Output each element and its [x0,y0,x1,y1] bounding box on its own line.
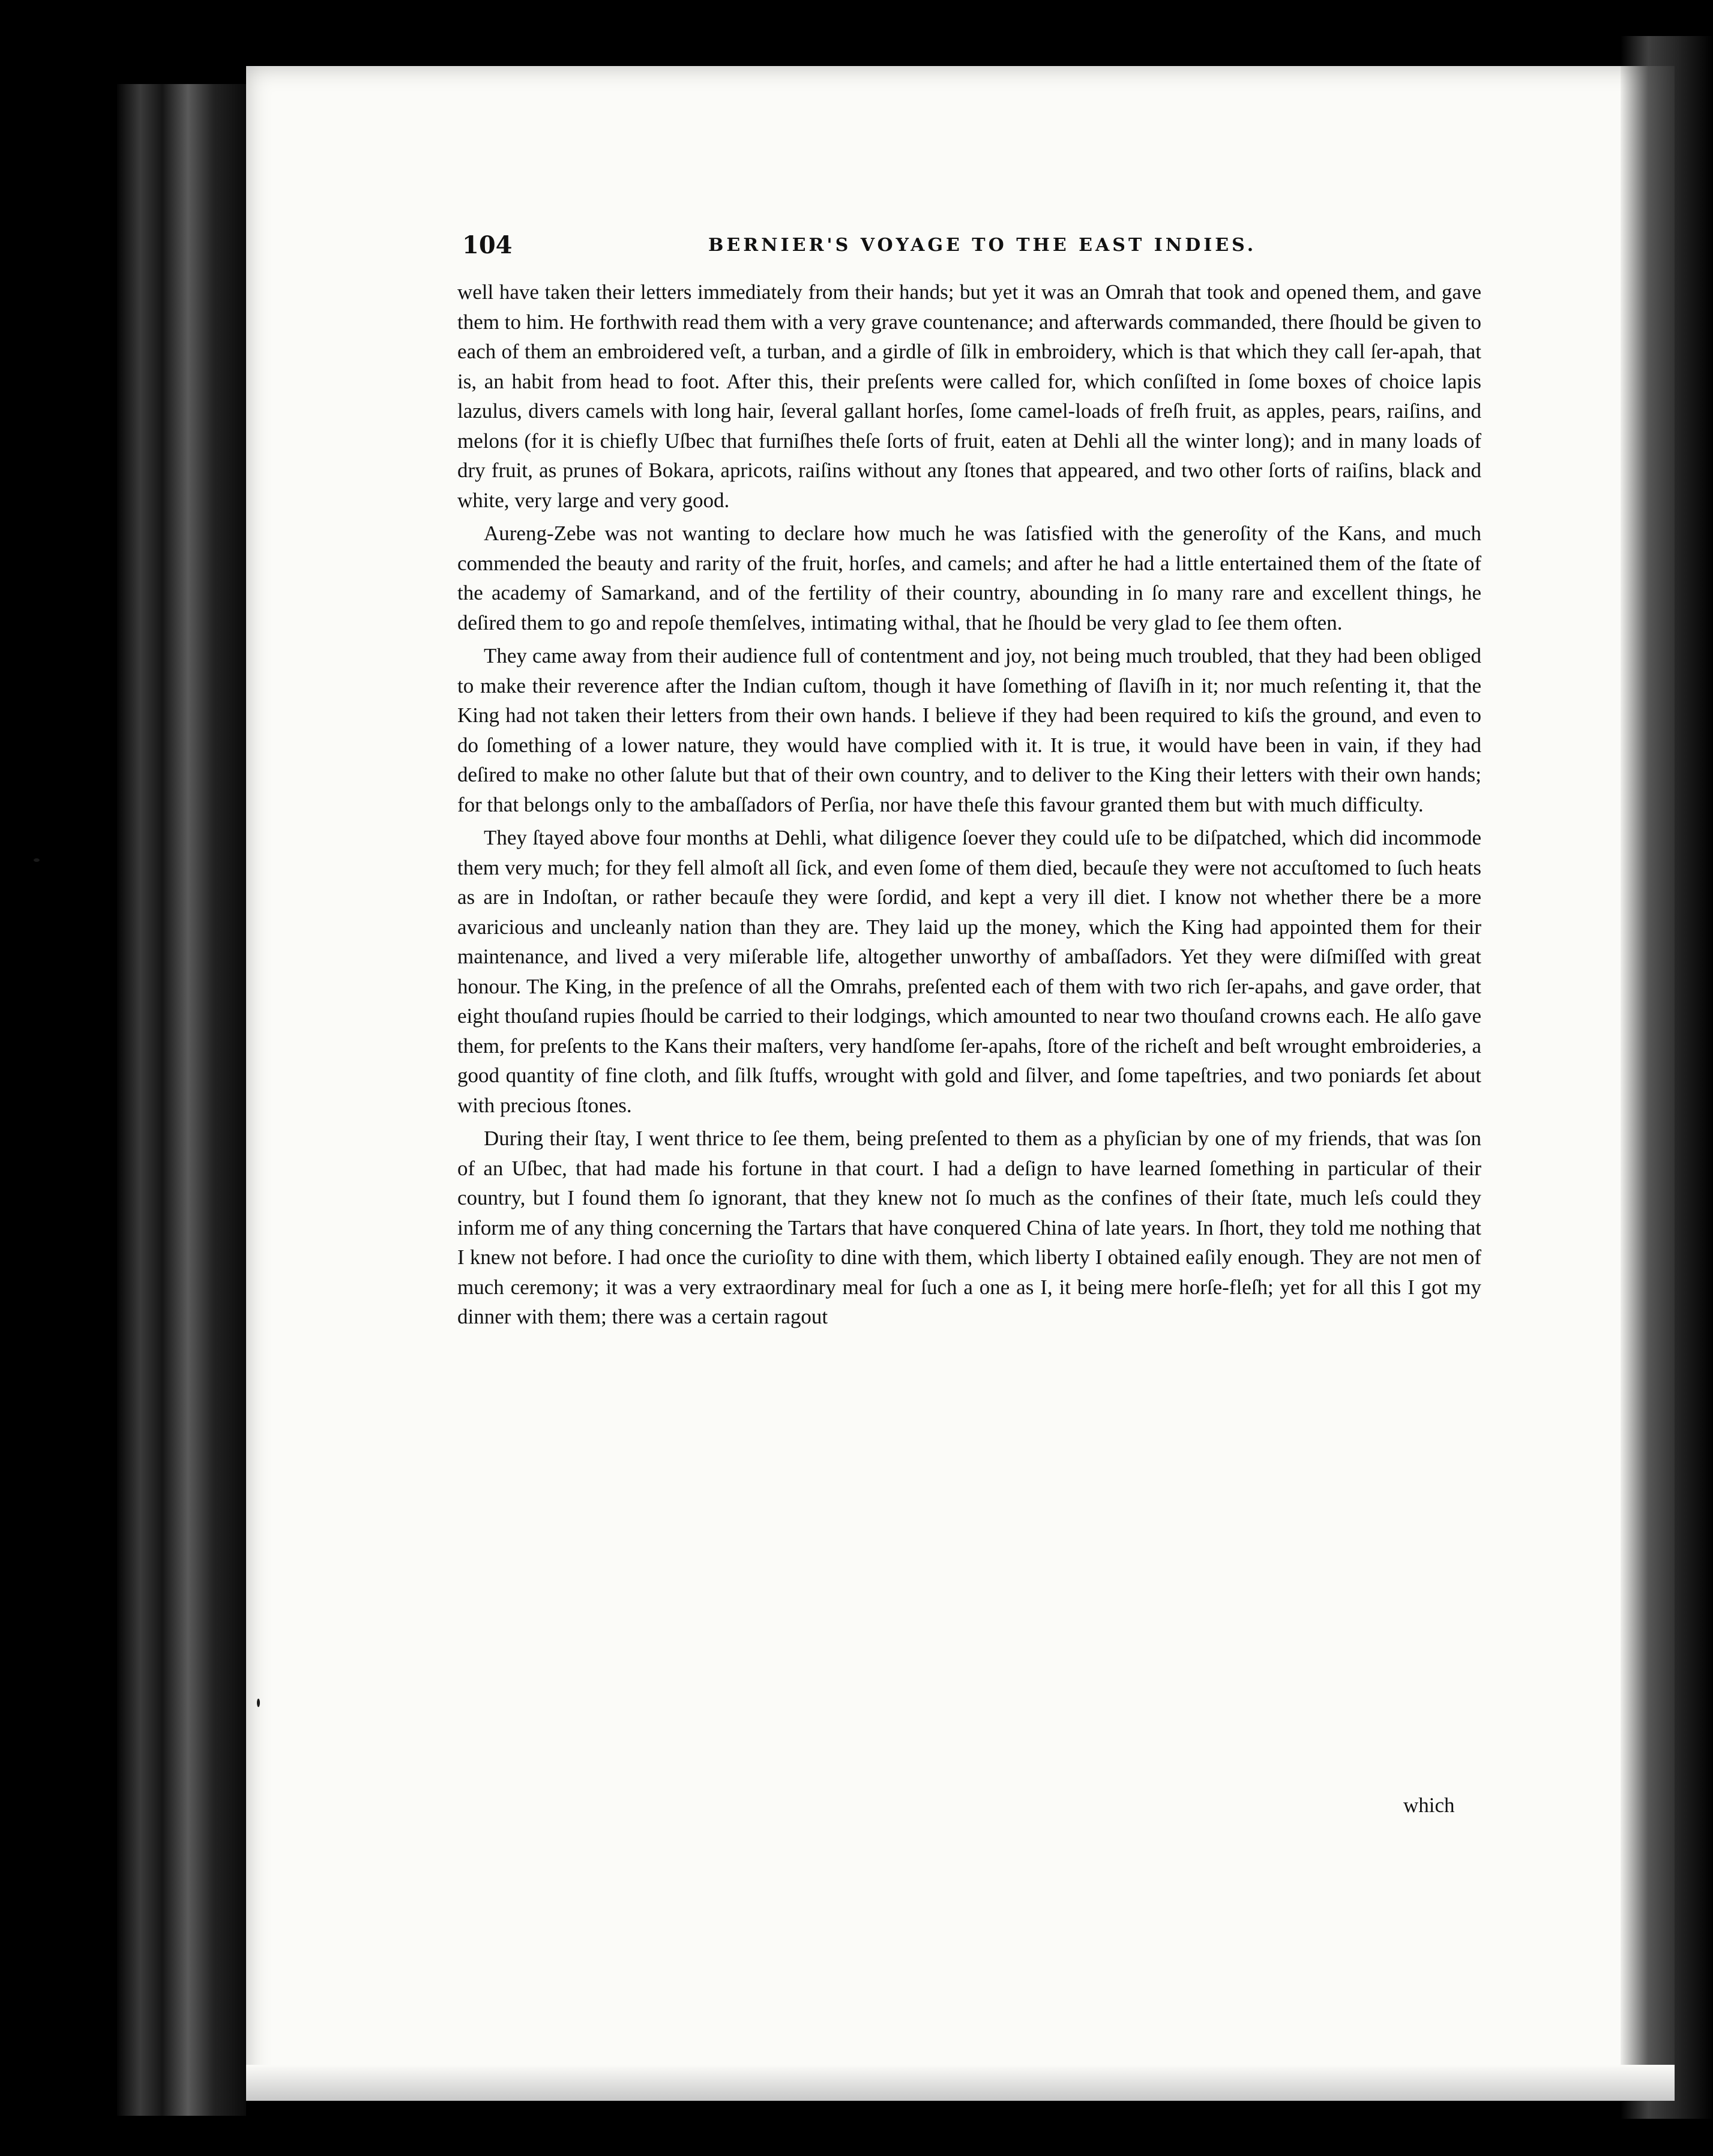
book-spine [117,84,246,2116]
paragraph: During their ſtay, I went thrice to ſee them, being preſented to them as a phyſician by one of my friends, that was ſon of an Uſbec, that had made his fortune in that court. I had a deſign to have learned ſomething in particular of their country, but I found them ſo ignorant, that they knew not ſo much as the confines of their ſtate, much leſs could they inform me of any thing concerning the Tartars that have conquered China of late years. In ſhort, they told me nothing that I knew not before. I had once the curioſity to dine with them, which liberty I obtained eaſily enough. They are not men of much ceremony; it was a very extraordinary meal for ſuch a one as I, it being mere horſe-fleſh; yet for all this I got my dinner with them; there was a certain ragout [457,1127,1481,1328]
page-bottom-edge [246,2065,1675,2101]
page-header [462,231,1290,267]
paragraph: Aureng-Zebe was not wanting to declare how much he was ſatisfied with the generoſity of the Kans, and much commended the beauty and rarity of the fruit, horſes, and camels; and after he had a little entertained them of the ſtate of the academy of Samarkand, and of the fertility of their country, abounding in ſo many rare and excellent things, he deſired them to go and repoſe themſelves, intimating withal, that he ſhould be very glad to ſee them often. [457,522,1481,634]
catchword: which [1403,1793,1455,1817]
paragraph: well have taken their letters immediately from their hands; but yet it was an Omrah that took and opened them, and gave them to him. He forthwith read them with a very grave countenance; and afterwards commanded, there ſhould be given to each of them an embroidered veſt, a turban, and a girdle of ſilk in embroidery, which is that which they call ſer-apah, that is, an habit from head to foot. After this, their preſents were called for, which conſiſted in ſome boxes of choice lapis lazulus, divers camels with long hair, ſeveral gallant horſes, ſome camel-loads of freſh fruit, as apples, pears, raiſins, and melons (for it is chiefly Uſbec that furniſhes theſe ſorts of fruit, eaten at Dehli all the winter long); and in many loads of dry fruit, as prunes of Bokara, apricots, raiſins without any ſtones that appeared, and two other ſorts of raiſins, black and white, very large and very good. [457,280,1481,512]
running-title: BERNIER'S VOYAGE TO THE EAST INDIES. [708,235,1257,256]
page-edge-shadow [1621,36,1713,2119]
scan-speck [257,1699,260,1707]
paragraph: They ſtayed above four months at Dehli, what diligence ſoever they could uſe to be diſpatched, which did incommode them very much; for they fell almoſt all ſick, and even ſome of them died, becauſe they were not accuſtomed to ſuch heats as are in Indoſtan, or rather becauſe they were ſordid, and kept a very ill diet. I know not whether there be a more avaricious and uncleanly nation than they are. They laid up the money, which the King had appointed them for their maintenance, and lived a very miſerable life, altogether unworthy of ambaſſadors. Yet they were diſmiſſed with great honour. The King, in the preſence of all the Omrahs, preſented each of them with two rich ſer-apahs, and gave order, that eight thouſand rupies ſhould be carried to their lodgings, which amounted to near two thouſand crowns each. He alſo gave them, for preſents to the Kans their maſters, very handſome ſer-apahs, ſtore of the richeſt and beſt wrought embroideries, a good quantity of fine cloth, and ſilk ſtuffs, wrought with gold and ſilver, and ſome tapeſtries, and two poniards ſet about with precious ſtones. [457,826,1481,1117]
scan-speck [34,858,40,862]
body-text [457,277,1481,1335]
paragraph: They came away from their audience full of contentment and joy, not being much troubled, that they had been obliged to make their reverence after the Indian cuſtom, though it have ſomething of ſlaviſh in it; nor much reſenting it, that the King had not taken their letters from their own hands. I believe if they had been required to kiſs the ground, and even to do ſomething of a lower nature, they would have complied with it. It is true, it would have been in vain, if they had deſired to make no other ſalute but that of their own country, and to deliver to the King their letters with their own hands; for that belongs only to the ambaſſadors of Perſia, nor have theſe this favour granted them but with much difficulty. [457,644,1481,816]
page-number: 104 [462,231,513,259]
